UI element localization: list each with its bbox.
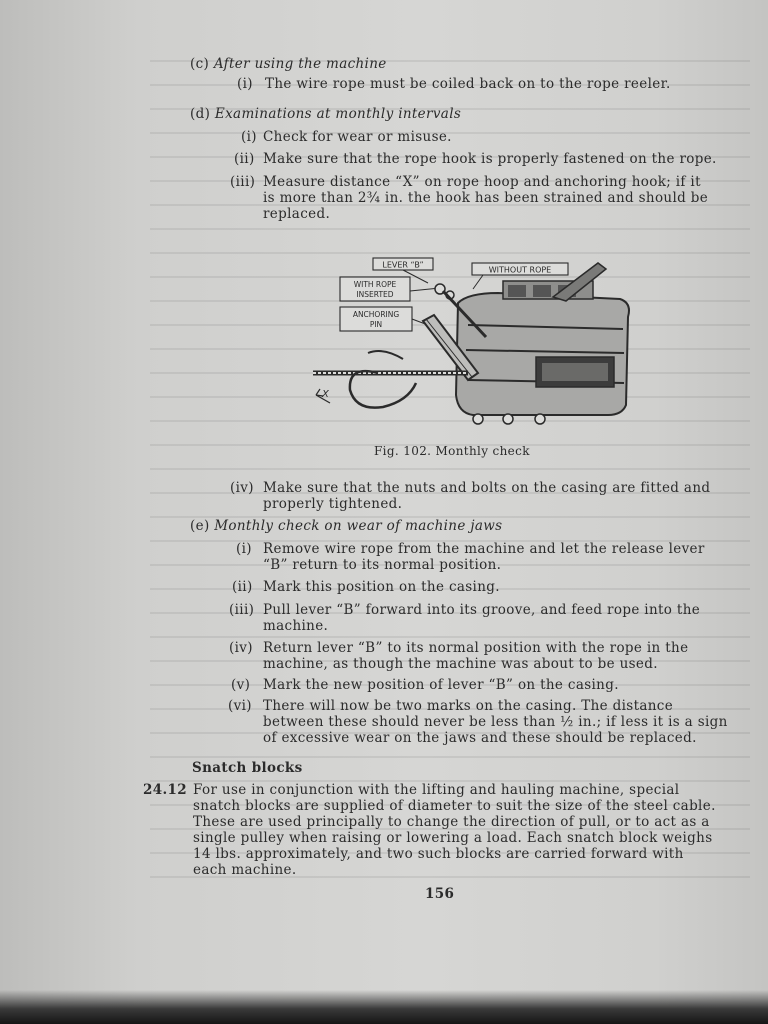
section-d-item-iii-line1: Measure distance “X” on rope hoop and anchoring hook; if it [263, 174, 701, 190]
section-d-item-iv-num: (iv) [230, 480, 254, 496]
section-e-item-i-num: (i) [236, 541, 252, 557]
svg-text:LEVER “B”: LEVER “B” [382, 260, 424, 270]
svg-text:X: X [322, 389, 329, 400]
section-d-item-ii-line1: Make sure that the rope hook is properly fastened on the rope. [263, 151, 717, 167]
machine-casing [456, 263, 629, 424]
monthly-check-figure [308, 255, 638, 435]
snatch-line-2: snatch blocks are supplied of diameter to suit the size of the steel cable. [193, 798, 716, 814]
svg-text:PIN: PIN [369, 320, 383, 329]
page-number: 156 [425, 886, 455, 902]
snatch-line-5: 14 lbs. approximately, and two such blocks are carried forward with [193, 846, 684, 862]
section-e-item-iii-line1: Pull lever “B” forward into its groove, and feed rope into the [263, 602, 701, 618]
section-c-item-i-text: The wire rope must be coiled back on to the rope reeler. [265, 76, 671, 92]
section-e-item-v-line1: Mark the new position of lever “B” on the casing. [263, 677, 619, 693]
section-e-item-vi-line2: between these should never be less than ½ in.; if less it is a sign [263, 714, 728, 730]
svg-text:INSERTED: INSERTED [356, 290, 394, 299]
section-e-heading: (e) Monthly check on wear of machine jaws [190, 518, 503, 534]
section-d-item-iv-line1: Make sure that the nuts and bolts on the casing are fitted and [263, 480, 711, 496]
section-d-item-iii-line3: replaced. [263, 206, 331, 222]
section-e-item-i-line1: Remove wire rope from the machine and let the release lever [263, 541, 705, 557]
section-e-item-i-line2: “B” return to its normal position. [263, 557, 502, 573]
section-d-item-i-line1: Check for wear or misuse. [263, 129, 452, 145]
label-anchoring-pin [340, 307, 412, 331]
figure-caption: Fig. 102. Monthly check [374, 444, 530, 458]
snatch-line-1: For use in conjunction with the lifting and hauling machine, special [193, 782, 680, 798]
section-e-item-v-num: (v) [231, 677, 251, 693]
section-e-item-vi-line1: There will now be two marks on the casing. The distance [263, 698, 674, 714]
section-e-item-ii-num: (ii) [232, 579, 253, 595]
snatch-section-number: 24.12 [143, 782, 188, 798]
snatch-line-4: single pulley when raising or lowering a load. Each snatch block weighs [193, 830, 713, 846]
svg-text:WITH ROPE: WITH ROPE [353, 280, 397, 289]
label-without-rope [472, 263, 568, 275]
section-e-item-iv-num: (iv) [229, 640, 253, 656]
section-d-item-iv-line2: properly tightened. [263, 496, 403, 512]
section-d-item-iii-line2: is more than 2¾ in. the hook has been strained and should be [263, 190, 709, 206]
section-d-item-i-num: (i) [241, 129, 257, 145]
section-c-item-i-num: (i) [237, 76, 253, 92]
rope-and-hook [313, 351, 468, 408]
section-e-item-iii-line2: machine. [263, 618, 329, 634]
section-c-heading: (c) After using the machine [190, 56, 387, 72]
page-bottom-shadow [0, 990, 768, 1024]
section-e-item-iii-num: (iii) [229, 602, 255, 618]
section-e-item-iv-line2: machine, as though the machine was about to be used. [263, 656, 658, 672]
label-with-rope-inserted [340, 277, 410, 301]
section-e-item-vi-line3: of excessive wear on the jaws and these should be replaced. [263, 730, 697, 746]
snatch-line-3: These are used principally to change the direction of pull, or to act as a [193, 814, 710, 830]
section-d-heading: (d) Examinations at monthly intervals [190, 106, 462, 122]
section-d-item-ii-num: (ii) [234, 151, 255, 167]
svg-text:ANCHORING: ANCHORING [352, 310, 400, 319]
label-lever-b [373, 258, 433, 270]
section-e-item-iv-line1: Return lever “B” to its normal position with the rope in the [263, 640, 689, 656]
snatch-blocks-heading: Snatch blocks [192, 760, 303, 776]
section-e-item-vi-num: (vi) [228, 698, 252, 714]
svg-text:WITHOUT ROPE: WITHOUT ROPE [488, 265, 552, 275]
snatch-line-6: each machine. [193, 862, 297, 878]
section-d-item-iii-num: (iii) [230, 174, 256, 190]
section-e-item-ii-line1: Mark this position on the casing. [263, 579, 500, 595]
